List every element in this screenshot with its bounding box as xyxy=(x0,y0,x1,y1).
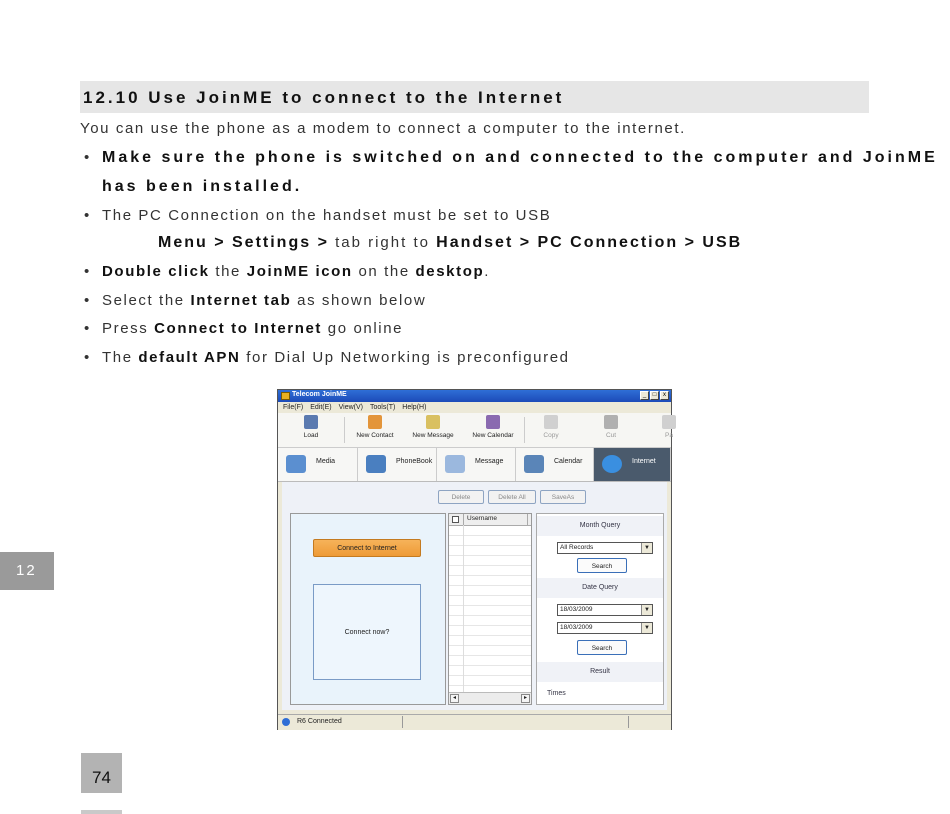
date-query-header: Date Query xyxy=(537,578,663,598)
menu-tools[interactable]: Tools(T) xyxy=(370,404,396,411)
date-from-picker[interactable] xyxy=(557,604,653,616)
tab-phonebook[interactable] xyxy=(358,448,437,481)
bullet-dot: • xyxy=(84,149,91,166)
copy-button[interactable] xyxy=(522,415,580,439)
bullet-continuation: has been installed. xyxy=(102,178,303,195)
new-contact-button[interactable] xyxy=(346,415,404,439)
month-select[interactable] xyxy=(557,542,653,554)
bullet-item xyxy=(84,263,490,280)
bullet-dot: • xyxy=(84,263,91,280)
window-title: Telecom JoinME xyxy=(292,391,347,398)
list-rows[interactable] xyxy=(449,526,531,692)
title-bar xyxy=(278,390,671,402)
status-divider xyxy=(628,716,629,728)
chevron-down-icon[interactable]: ▼ xyxy=(641,623,652,633)
bullet-dot: • xyxy=(84,320,91,337)
month-select-value: All Records xyxy=(560,544,594,551)
menu-view[interactable]: View(V) xyxy=(338,404,364,411)
path-part: tab right to xyxy=(328,234,437,251)
bullet-text: go online xyxy=(322,320,404,337)
records-list xyxy=(448,513,532,705)
bullet-text: . xyxy=(484,263,491,280)
tab-label: Media xyxy=(316,458,336,465)
delete-all-button[interactable]: Delete All xyxy=(488,490,536,504)
tab-media[interactable] xyxy=(278,448,358,481)
tool-label: New Contact xyxy=(356,432,394,439)
tool-label: Copy xyxy=(543,432,559,439)
list-header xyxy=(449,514,531,526)
query-panel xyxy=(536,513,664,705)
bullet-item xyxy=(84,349,570,366)
menu-path xyxy=(158,234,742,252)
message-icon xyxy=(445,455,465,473)
bullet-text: on the xyxy=(352,263,416,280)
path-part: Handset > PC Connection > USB xyxy=(436,234,743,251)
bullet-item xyxy=(84,207,551,224)
month-query-header: Month Query xyxy=(537,516,663,536)
username-column-header[interactable]: Username xyxy=(467,515,497,522)
section-heading: 12.10 Use JoinME to connect to the Internet xyxy=(83,88,565,107)
tool-label: New Calendar xyxy=(472,432,514,439)
tab-message[interactable] xyxy=(437,448,516,481)
bullet-bold: desktop xyxy=(415,263,485,280)
column-divider xyxy=(463,514,464,525)
bullet-bold: Double click xyxy=(102,263,210,280)
column-divider xyxy=(527,514,528,525)
media-icon xyxy=(286,455,306,473)
column-divider xyxy=(463,525,464,692)
status-divider xyxy=(402,716,403,728)
bullet-text: Make sure the phone is switched on and connected to the computer and JoinME xyxy=(102,149,938,166)
app-icon xyxy=(281,392,290,400)
bullet-text: Select the xyxy=(102,292,191,309)
intro-text: You can use the phone as a modem to connect a computer to the internet. xyxy=(80,120,686,137)
tab-label: Internet xyxy=(632,458,656,465)
tool-label: Load xyxy=(303,432,319,439)
date-to-picker[interactable] xyxy=(557,622,653,634)
date-from-value: 18/03/2009 xyxy=(560,606,593,613)
tab-label: Message xyxy=(475,458,504,465)
connect-now-box[interactable]: Connect now? xyxy=(313,584,421,680)
tool-label: Cut xyxy=(605,432,617,439)
paste-icon xyxy=(662,415,676,429)
bullet-dot: • xyxy=(84,349,91,366)
bullet-text: Press xyxy=(102,320,155,337)
scroll-left-icon[interactable]: ◂ xyxy=(450,694,459,703)
save-as-button[interactable]: SaveAs xyxy=(540,490,586,504)
bullet-bold: default APN xyxy=(138,349,241,366)
bullet-item xyxy=(84,292,426,309)
select-all-checkbox[interactable] xyxy=(452,516,459,523)
tab-calendar[interactable] xyxy=(516,448,594,481)
result-header: Result xyxy=(537,662,663,682)
bullet-bold: Connect to Internet xyxy=(154,320,323,337)
new-message-icon xyxy=(426,415,440,429)
chapter-tab: 12 xyxy=(0,552,54,590)
bullet-dot: • xyxy=(84,292,91,309)
load-button[interactable] xyxy=(282,415,340,439)
joinme-window xyxy=(277,389,672,730)
close-button[interactable]: x xyxy=(660,391,669,400)
paste-button[interactable] xyxy=(640,415,698,439)
internet-icon xyxy=(602,455,622,473)
tool-label: New Message xyxy=(412,432,454,439)
status-bar xyxy=(278,714,671,730)
tab-label: PhoneBook xyxy=(396,458,433,465)
scroll-right-icon[interactable]: ▸ xyxy=(521,694,530,703)
bullet-bold: Internet tab xyxy=(190,292,292,309)
module-tabs xyxy=(278,448,671,482)
chevron-down-icon[interactable]: ▼ xyxy=(641,543,652,553)
copy-icon xyxy=(544,415,558,429)
chevron-down-icon[interactable]: ▼ xyxy=(641,605,652,615)
tab-internet[interactable] xyxy=(594,448,671,481)
status-text: R6 Connected xyxy=(297,718,342,725)
page-number: 74 xyxy=(81,753,122,793)
maximize-button[interactable]: □ xyxy=(650,391,659,400)
toolbar xyxy=(278,413,671,448)
tab-label: Calendar xyxy=(554,458,583,465)
toolbar-separator xyxy=(344,417,345,443)
cut-icon xyxy=(604,415,618,429)
menu-bar xyxy=(278,402,671,413)
minimize-button[interactable]: _ xyxy=(640,391,649,400)
page-footer-line xyxy=(81,810,122,814)
bullet-bold: JoinME icon xyxy=(246,263,353,280)
load-icon xyxy=(304,415,318,429)
calendar-icon xyxy=(524,455,544,473)
section-heading-bar xyxy=(80,81,869,113)
tool-label: Pa xyxy=(665,432,673,439)
new-message-button[interactable] xyxy=(404,415,462,439)
date-search-button[interactable]: Search xyxy=(577,640,627,655)
bullet-text: the xyxy=(209,263,247,280)
bullet-text: as shown below xyxy=(291,292,427,309)
delete-button[interactable]: Delete xyxy=(438,490,484,504)
path-part: Menu > Settings > xyxy=(158,234,329,251)
menu-edit[interactable]: Edit(E) xyxy=(310,404,332,411)
internet-panel xyxy=(282,482,667,710)
connection-status-icon xyxy=(282,718,290,726)
bullet-item xyxy=(84,320,403,337)
bullet-item xyxy=(84,149,938,167)
date-to-value: 18/03/2009 xyxy=(560,624,593,631)
bullet-text: The PC Connection on the handset must be set to USB xyxy=(102,207,552,224)
bullet-text: for Dial Up Networking is preconfigured xyxy=(240,349,570,366)
bullet-dot: • xyxy=(84,207,91,224)
cut-button[interactable] xyxy=(582,415,640,439)
new-calendar-button[interactable] xyxy=(464,415,522,439)
new-calendar-icon xyxy=(486,415,500,429)
phonebook-icon xyxy=(366,455,386,473)
new-contact-icon xyxy=(368,415,382,429)
menu-file[interactable]: File(F) xyxy=(283,404,304,411)
bullet-text: The xyxy=(102,349,139,366)
connect-panel xyxy=(290,513,446,705)
times-label: Times xyxy=(547,690,566,697)
horizontal-scrollbar[interactable] xyxy=(449,692,531,704)
menu-help[interactable]: Help(H) xyxy=(402,404,427,411)
window-controls xyxy=(640,391,669,400)
month-search-button[interactable]: Search xyxy=(577,558,627,573)
connect-to-internet-button[interactable]: Connect to Internet xyxy=(313,539,421,557)
